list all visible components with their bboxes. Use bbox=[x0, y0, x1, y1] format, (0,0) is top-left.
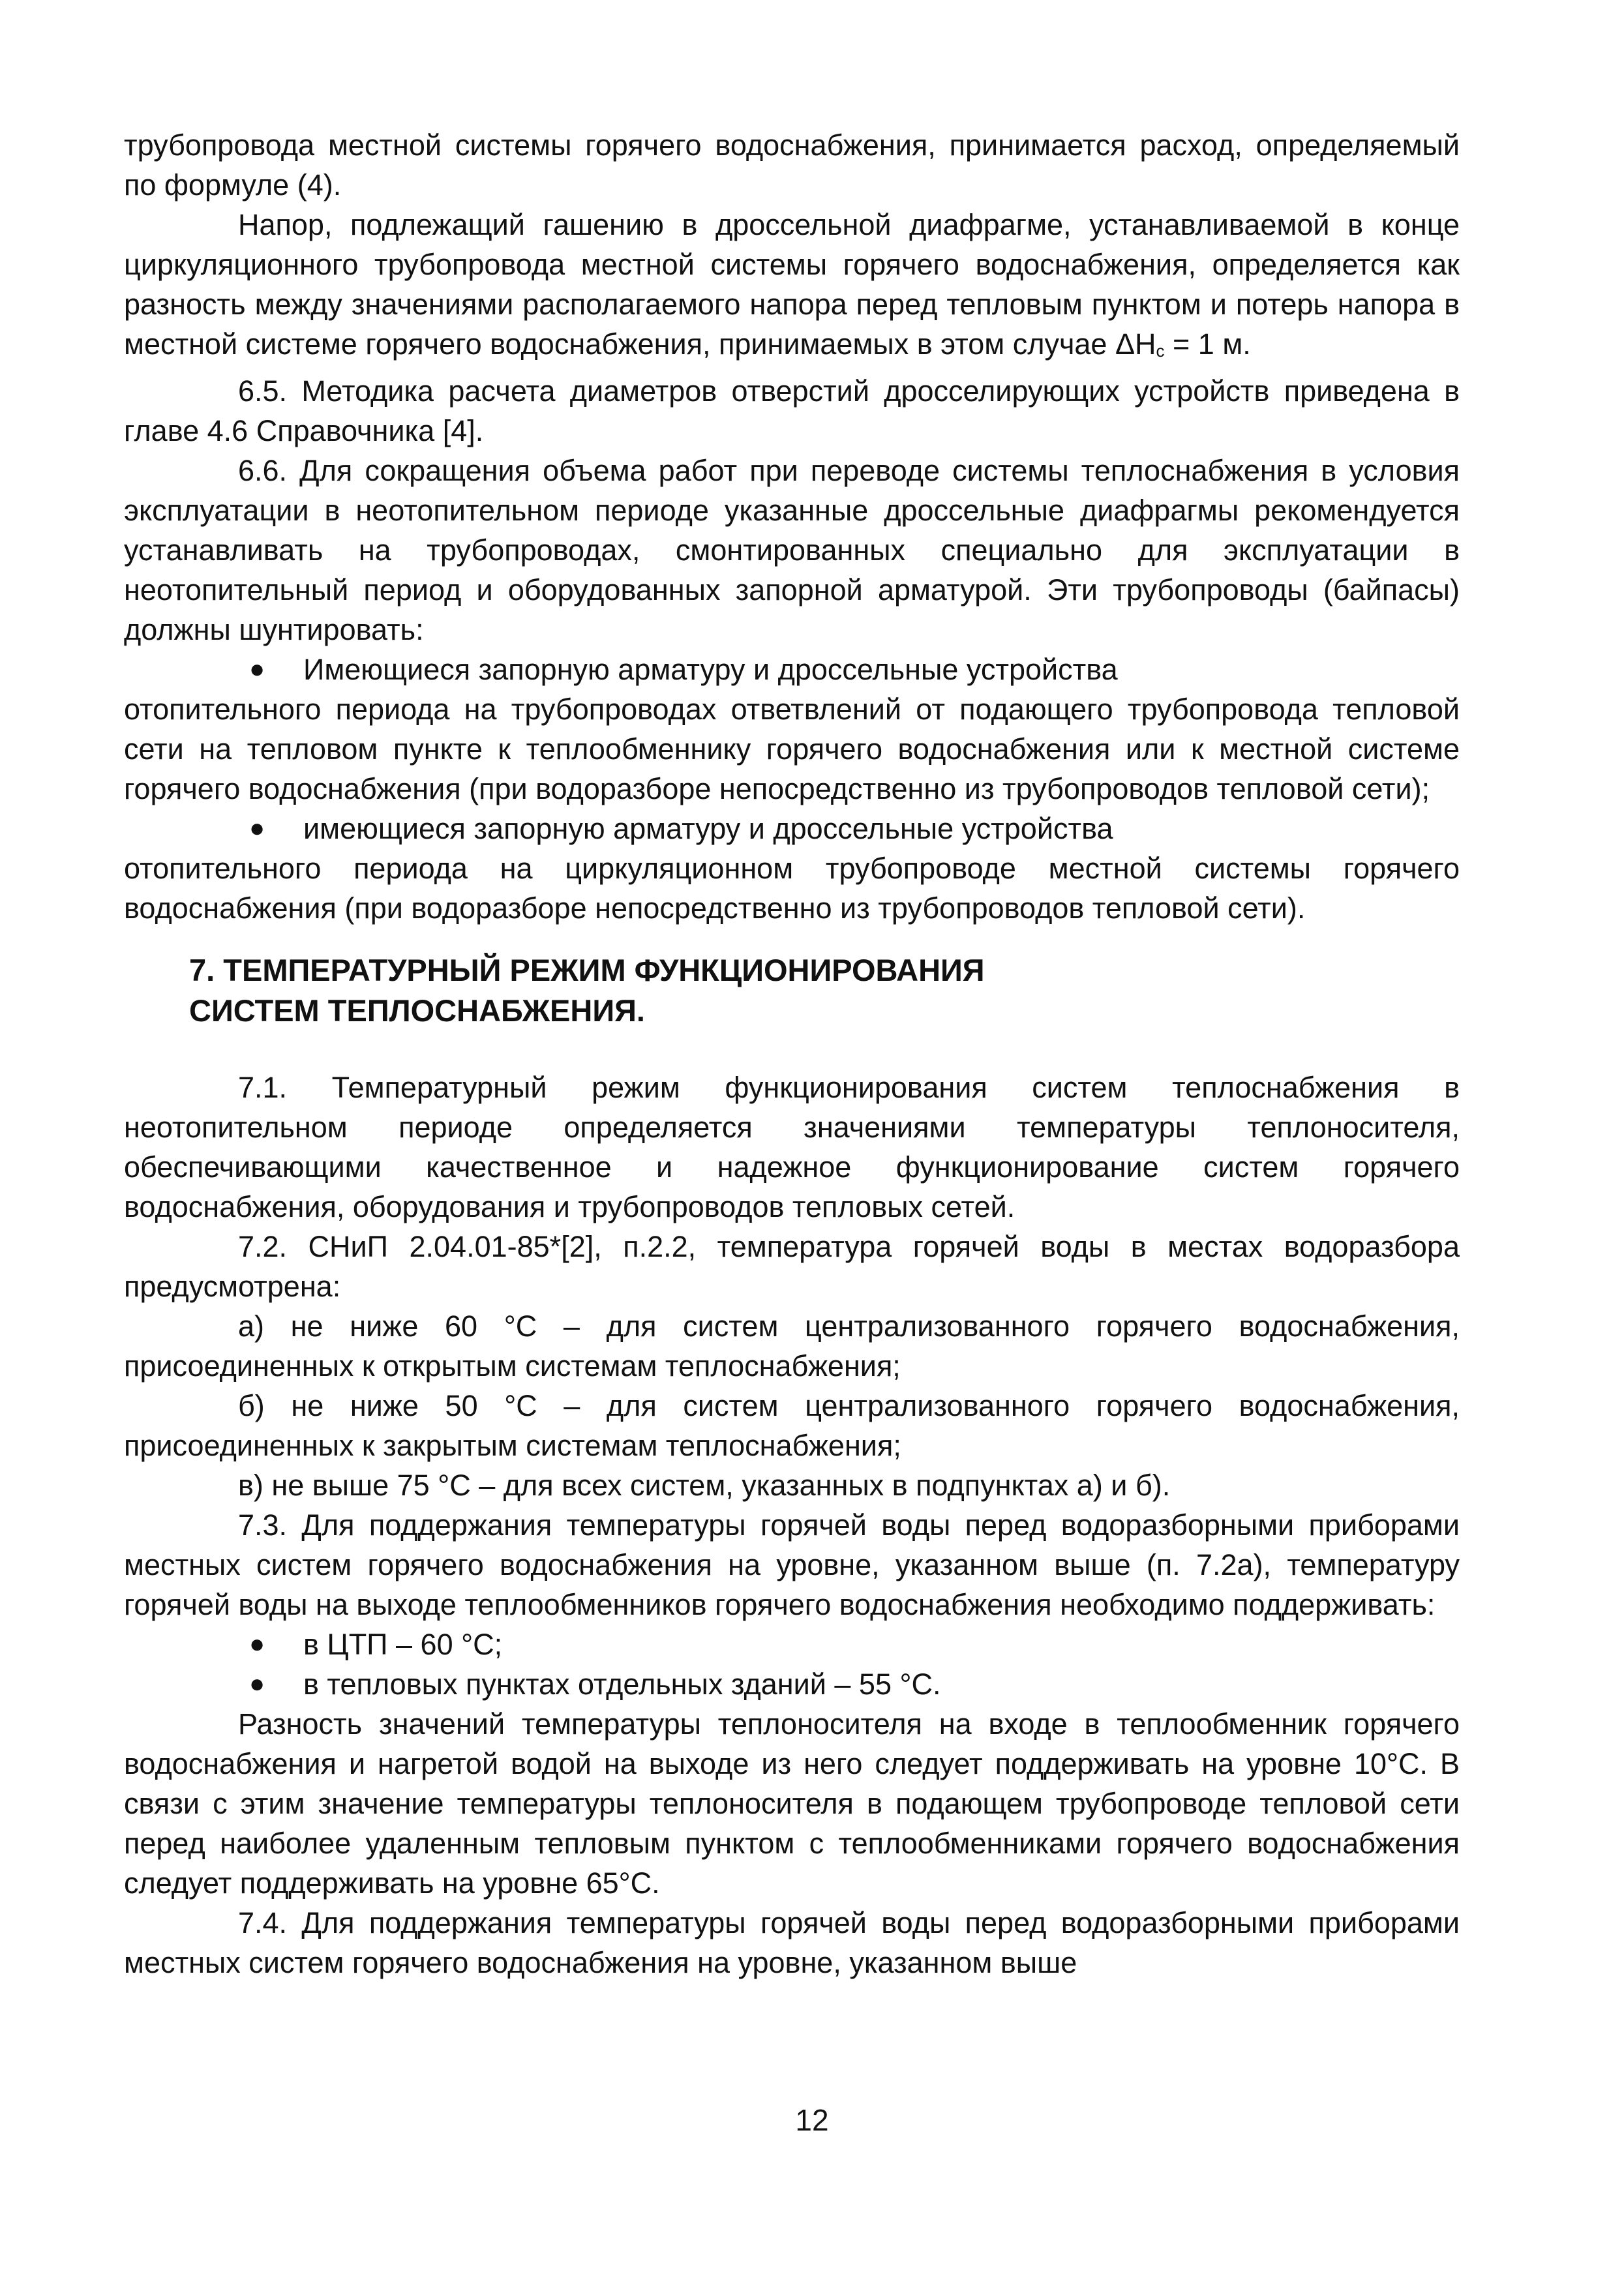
paragraph-pressure-text: Напор, подлежащий гашению в дроссельной диафрагме, устанавливаемой в конце циркуляционного трубопровода местной системы горячего водоснабжения, определяется как разность между значениями располагаемого напора перед тепловым пунктом и потерь напора в местной системе горячего водоснабжения, принимаемых в этом случае ΔH bbox=[124, 208, 1460, 361]
paragraph-temperature-difference: Разность значений температуры теплоносителя на входе в теплообменник горячего водоснабжения и нагретой водой на выходе из него следует поддерживать на уровне 10°С. В связи с этим значение температуры теплоносителя в подающем трубопроводе тепловой сети перед наиболее удаленным тепловым пунктом с теплообменниками горячего водоснабжения следует поддерживать на уровне 65°С. bbox=[124, 1707, 1460, 1900]
paragraph-pressure-tail: = 1 м. bbox=[1164, 327, 1251, 361]
bullet-item-3 bbox=[124, 1624, 1460, 1664]
paragraph-7-2-b: б) не ниже 50 °С – для систем централизованного горячего водоснабжения, присоединенных к закрытым системам теплоснабжения; bbox=[124, 1389, 1460, 1462]
bullet-item-2-text: имеющиеся запорную арматуру и дроссельные устройства bbox=[303, 812, 1113, 845]
paragraph-7-2-c: в) не выше 75 °С – для всех систем, указанных в подпунктах а) и б). bbox=[238, 1469, 1171, 1502]
bullet-item-2 bbox=[124, 809, 1460, 848]
section-heading-line-2: СИСТЕМ ТЕПЛОСНАБЖЕНИЯ. bbox=[189, 993, 645, 1028]
paragraph-7-1: 7.1. Температурный режим функционирования систем теплоснабжения в неотопительном периоде определяется значениями температуры теплоносителя, обеспечивающими качественное и надежное функционирование систем горячего водоснабжения, оборудования и трубопроводов тепловых сетей. bbox=[124, 1071, 1460, 1223]
bullet-icon: ● bbox=[249, 1630, 265, 1658]
paragraph-7-3: 7.3. Для поддержания температуры горячей воды перед водоразборными приборами местных систем горячего водоснабжения на уровне, указанном выше (п. 7.2а), температуру горячей воды на выходе теплообменников горячего водоснабжения необходимо поддерживать: bbox=[124, 1508, 1460, 1621]
paragraph-7-4: 7.4. Для поддержания температуры горячей воды перед водоразборными приборами местных систем горячего водоснабжения на уровне, указанном выше bbox=[124, 1906, 1460, 1979]
section-heading-line-1: 7. ТЕМПЕРАТУРНЫЙ РЕЖИМ ФУНКЦИОНИРОВАНИЯ bbox=[189, 953, 985, 987]
paragraph-6-5: 6.5. Методика расчета диаметров отверстий дросселирующих устройств приведена в главе 4.6 Справочника [4]. bbox=[124, 374, 1460, 447]
document-page bbox=[124, 125, 1460, 1982]
bullet-item-2-continuation: отопительного периода на циркуляционном трубопроводе местной системы горячего водоснабжения (при водоразборе непосредственно из трубопроводов тепловой сети). bbox=[124, 852, 1460, 925]
bullet-icon: ● bbox=[249, 814, 265, 843]
section-heading bbox=[124, 950, 1460, 1031]
bullet-item-1-text: Имеющиеся запорную арматуру и дроссельные устройства bbox=[303, 653, 1118, 686]
paragraph-7-2-a: а) не ниже 60 °С – для систем централизованного горячего водоснабжения, присоединенных к открытым системам теплоснабжения; bbox=[124, 1309, 1460, 1383]
bullet-item-1 bbox=[124, 650, 1460, 689]
paragraph-6-6: 6.6. Для сокращения объема работ при переводе системы теплоснабжения в условия эксплуатации в неотопительном периоде указанные дроссельные диафрагмы рекомендуется устанавливать на трубопроводах, смонтированных специально для эксплуатации в неотопительный период и оборудованных запорной арматурой. Эти трубопроводы (байпасы) должны шунтировать: bbox=[124, 454, 1460, 646]
page-number: 12 bbox=[795, 2103, 829, 2137]
subscript-c: с bbox=[1156, 341, 1165, 361]
paragraph-continuation: трубопровода местной системы горячего водоснабжения, принимается расход, определяемый по формуле (4). bbox=[124, 128, 1460, 202]
bullet-item-4-text: в тепловых пунктах отдельных зданий – 55 °С. bbox=[303, 1668, 941, 1701]
bullet-item-3-text: в ЦТП – 60 °С; bbox=[303, 1628, 503, 1661]
bullet-item-1-continuation: отопительного периода на трубопроводах ответвлений от подающего трубопровода тепловой сети на тепловом пункте к теплообменнику горячего водоснабжения или к местной системе горячего водоснабжения (при водоразборе непосредственно из трубопроводов тепловой сети); bbox=[124, 693, 1460, 805]
bullet-item-4 bbox=[124, 1664, 1460, 1704]
bullet-icon: ● bbox=[249, 1669, 265, 1698]
paragraph-7-2: 7.2. СНиП 2.04.01-85*[2], п.2.2, температура горячей воды в местах водоразбора предусмотрена: bbox=[124, 1230, 1460, 1303]
bullet-icon: ● bbox=[249, 655, 265, 683]
paragraph-pressure bbox=[124, 205, 1460, 371]
